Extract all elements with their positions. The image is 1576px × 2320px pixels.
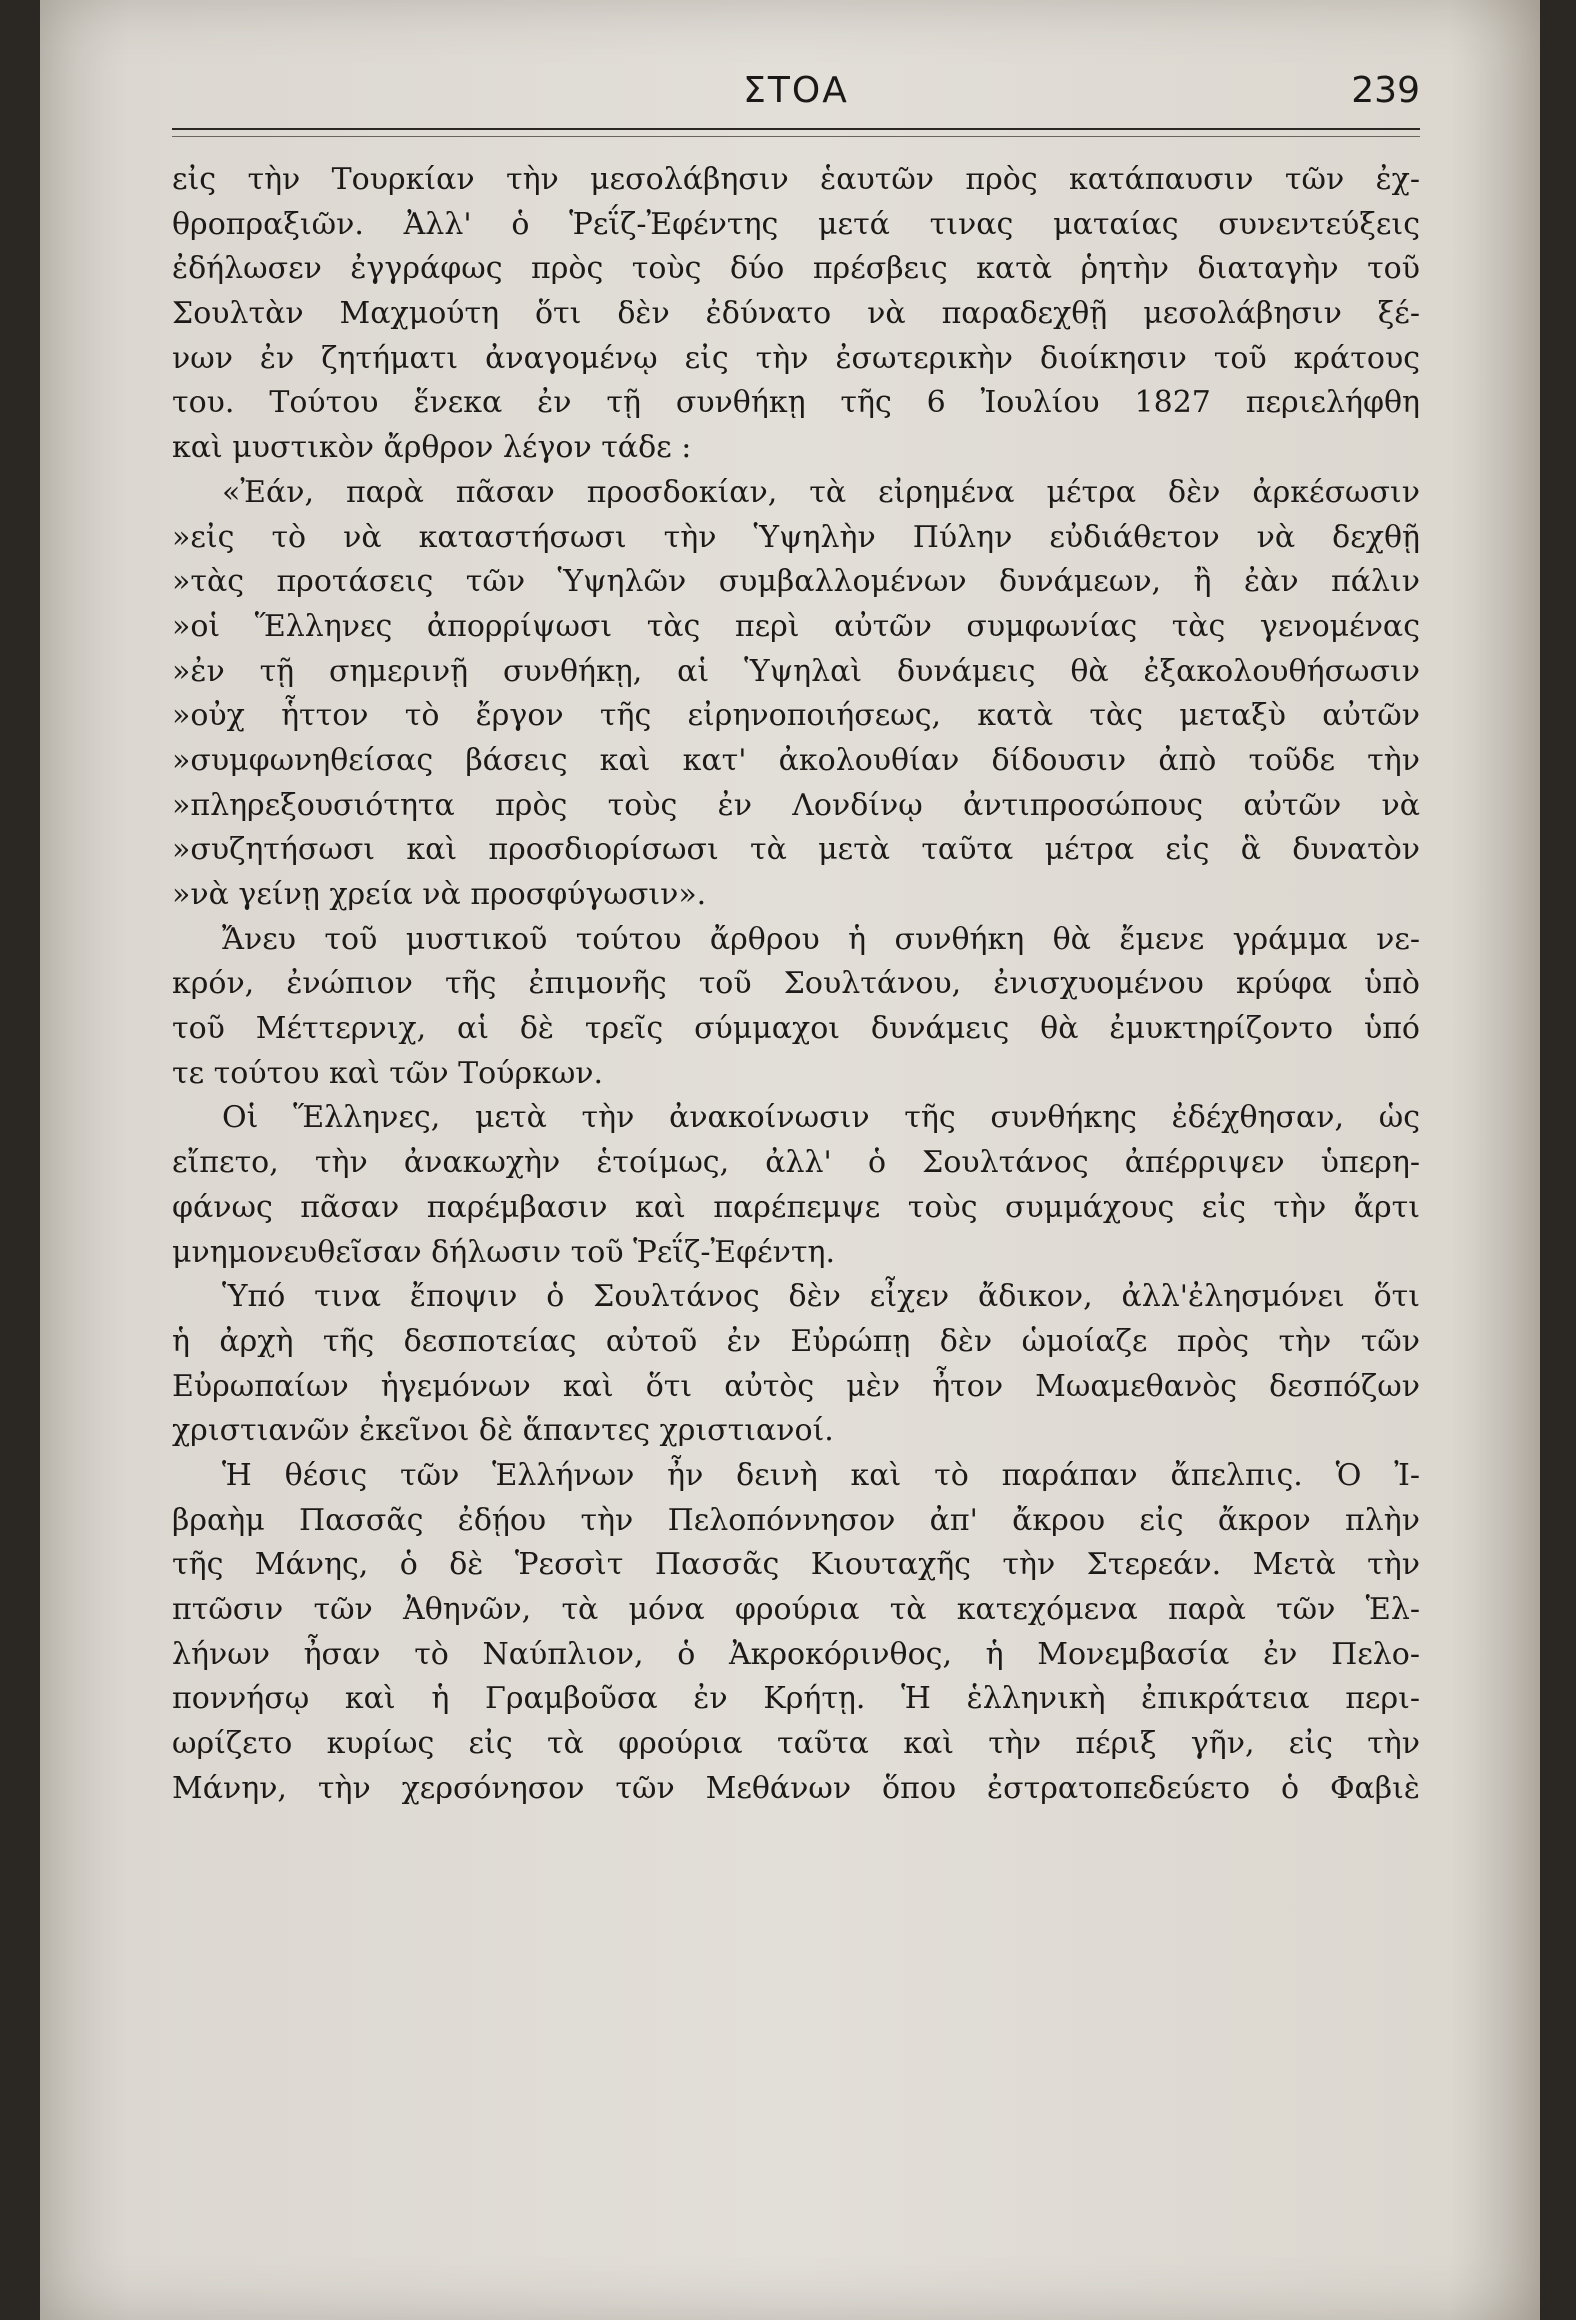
text-line: »συμφωνηθείσας βάσεις καὶ κατ' ἀκολουθίαν δίδουσιν ἀπὸ τοῦδε τὴν <box>172 742 1420 778</box>
text-line: »εἰς τὸ νὰ καταστήσωσι τὴν Ὑψηλὴν Πύλην εὐδιάθετον νὰ δεχθῇ <box>172 519 1420 555</box>
body-text <box>172 158 1420 1811</box>
text-line: τοῦ Μέττερνιχ, αἱ δὲ τρεῖς σύμμαχοι δυνάμεις θὰ ἐμυκτηρίζοντο ὑπό <box>172 1011 1420 1047</box>
text-line: Οἱ Ἕλληνες, μετὰ τὴν ἀνακοίνωσιν τῆς συνθήκης ἐδέχθησαν, ὡς <box>222 1100 1420 1136</box>
text-line: »πληρεξουσιότητα πρὸς τοὺς ἐν Λονδίνῳ ἀντιπροσώπους αὐτῶν νὰ <box>172 787 1420 823</box>
text-line: νων ἐν ζητήματι ἀναγομένῳ εἰς τὴν ἐσωτερικὴν διοίκησιν τοῦ κράτους <box>172 340 1420 376</box>
text-line: Ἡ θέσις τῶν Ἑλλήνων ἦν δεινὴ καὶ τὸ παράπαν ἄπελπις. Ὁ Ἰ- <box>222 1457 1420 1493</box>
text-line: μνημονευθεῖσαν δήλωσιν τοῦ Ῥεΐζ-Ἐφέντη. <box>172 1234 836 1270</box>
text-line: Ἄνευ τοῦ μυστικοῦ τούτου ἄρθρου ἡ συνθήκη θὰ ἔμενε γράμμα νε- <box>222 921 1420 957</box>
text-line: »οὐχ ἧττον τὸ ἔργον τῆς εἰρηνοποιήσεως, κατὰ τὰς μεταξὺ αὐτῶν <box>172 698 1420 734</box>
text-line: εἰς τὴν Τουρκίαν τὴν μεσολάβησιν ἑαυτῶν πρὸς κατάπαυσιν τῶν ἐχ- <box>172 162 1420 197</box>
text-line: Ὑπό τινα ἔποψιν ὁ Σουλτάνος δὲν εἶχεν ἄδικον, ἀλλ'ἐλησμόνει ὅτι <box>222 1279 1420 1315</box>
page-number: 239 <box>1351 70 1420 111</box>
page-header <box>172 70 1420 122</box>
text-line: τε τούτου καὶ τῶν Τούρκων. <box>172 1055 604 1091</box>
text-line: λήνων ἦσαν τὸ Ναύπλιον, ὁ Ἀκροκόρινθος, ἡ Μονεμβασία ἐν Πελο- <box>172 1636 1420 1672</box>
text-line: »ἐν τῇ σημερινῇ συνθήκῃ, αἱ Ὑψηλαὶ δυνάμεις θὰ ἐξακολουθήσωσιν <box>172 653 1420 689</box>
text-line: Μάνην, τὴν χερσόνησον τῶν Μεθάνων ὅπου ἐστρατοπεδεύετο ὁ Φαβιὲ <box>172 1770 1420 1806</box>
text-line: θροπραξιῶν. Ἀλλ' ὁ Ῥεΐζ-Ἐφέντης μετά τινας ματαίας συνεντεύξεις <box>172 206 1420 242</box>
text-line: Εὐρωπαίων ἡγεμόνων καὶ ὅτι αὐτὸς μὲν ἦτον Μωαμεθανὸς δεσπόζων <box>172 1368 1420 1404</box>
text-line: »οἱ Ἕλληνες ἀπορρίψωσι τὰς περὶ αὐτῶν συμφωνίας τὰς γενομένας <box>172 608 1420 644</box>
text-line: »νὰ γείνῃ χρεία νὰ προσφύγωσιν». <box>172 877 707 912</box>
text-line: «Ἐάν, παρὰ πᾶσαν προσδοκίαν, τὰ εἰρημένα μέτρα δὲν ἀρκέσωσιν <box>222 474 1420 510</box>
text-line: »συζητήσωσι καὶ προσδιορίσωσι τὰ μετὰ ταῦτα μέτρα εἰς ἃ δυνατὸν <box>172 832 1420 868</box>
text-line: καὶ μυστικὸν ἄρθρον λέγον τάδε : <box>172 430 692 466</box>
text-line: του. Τούτου ἕνεκα ἐν τῇ συνθήκῃ τῆς 6 Ἰουλίου 1827 περιελήφθη <box>172 385 1420 421</box>
text-line: κρόν, ἐνώπιον τῆς ἐπιμονῆς τοῦ Σουλτάνου, ἐνισχυομένου κρύφα ὑπὸ <box>172 966 1420 1002</box>
text-line: ἡ ἀρχὴ τῆς δεσποτείας αὐτοῦ ἐν Εὐρώπῃ δὲν ὡμοίαζε πρὸς τὴν τῶν <box>172 1323 1420 1359</box>
text-line: »τὰς προτάσεις τῶν Ὑψηλῶν συμβαλλομένων δυνάμεων, ἢ ἐὰν πάλιν <box>172 564 1420 600</box>
text-line: τῆς Μάνης, ὁ δὲ Ῥεσσὶτ Πασσᾶς Κιουταχῆς τὴν Στερεάν. Μετὰ τὴν <box>172 1547 1420 1583</box>
text-line: ἐδήλωσεν ἐγγράφως πρὸς τοὺς δύο πρέσβεις κατὰ ῥητὴν διαταγὴν τοῦ <box>172 251 1420 287</box>
text-line: Σουλτὰν Μαχμούτη ὅτι δὲν ἐδύνατο νὰ παραδεχθῇ μεσολάβησιν ξέ- <box>172 296 1420 332</box>
book-page <box>40 0 1540 2320</box>
text-line: φάνως πᾶσαν παρέμβασιν καὶ παρέπεμψε τοὺς συμμάχους εἰς τὴν ἄρτι <box>172 1189 1420 1225</box>
text-line: βραὴμ Πασσᾶς ἐδῄου τὴν Πελοπόννησον ἀπ' ἄκρου εἰς ἄκρον πλὴν <box>172 1502 1420 1538</box>
text-line: πτῶσιν τῶν Ἀθηνῶν, τὰ μόνα φρούρια τὰ κατεχόμενα παρὰ τῶν Ἑλ- <box>172 1592 1420 1627</box>
text-line: χριστιανῶν ἐκεῖνοι δὲ ἅπαντες χριστιανοί. <box>172 1413 834 1449</box>
header-rule <box>172 128 1420 137</box>
text-line: ωρίζετο κυρίως εἰς τὰ φρούρια ταῦτα καὶ τὴν πέριξ γῆν, εἰς τὴν <box>172 1726 1420 1762</box>
text-line: εἴπετο, τὴν ἀνακωχὴν ἑτοίμως, ἀλλ' ὁ Σουλτάνος ἀπέρριψεν ὑπερη- <box>172 1145 1420 1181</box>
text-line: ποννήσῳ καὶ ἡ Γραμβοῦσα ἐν Κρήτῃ. Ἡ ἑλληνικὴ ἐπικράτεια περι- <box>172 1681 1420 1717</box>
running-title: ΣΤΟΑ <box>743 70 849 111</box>
